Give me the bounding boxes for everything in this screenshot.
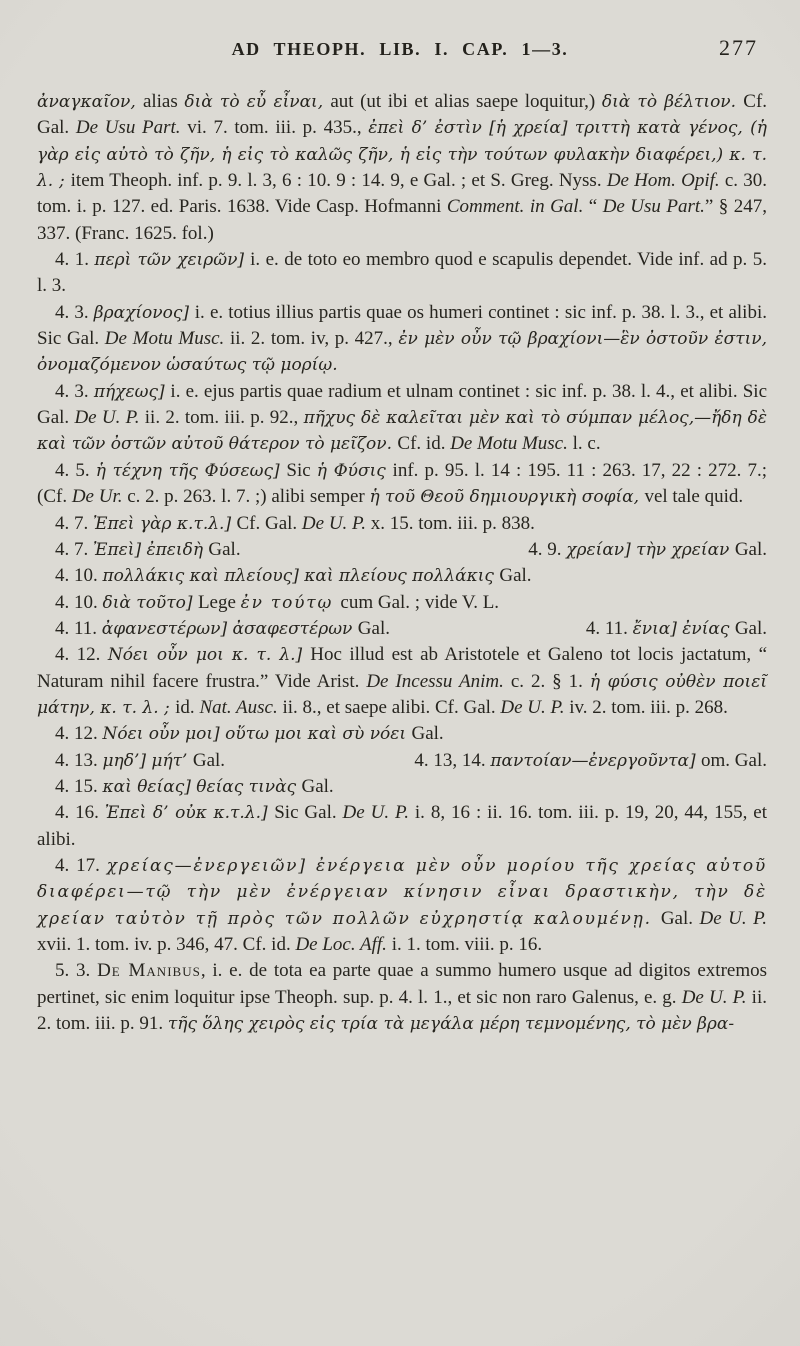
text-segment: De Motu Musc.: [104, 328, 230, 350]
text-segment: ἡ Φύσις: [316, 460, 393, 481]
text-segment: iv. 2. tom. iii. p. 268.: [569, 696, 728, 718]
text-segment: Nat. Ausc.: [199, 696, 283, 718]
text-segment: De Usu Part.: [602, 196, 705, 218]
text-segment: c. 2. § 1.: [510, 670, 590, 692]
text-segment: 4. 16.: [55, 802, 105, 824]
text-segment: ἀφανεστέρων] ἀσαφεστέρων: [101, 618, 358, 639]
text-segment: Ἐπεὶ] ἐπειδὴ: [93, 539, 209, 560]
text-segment: Cf. id.: [397, 433, 451, 455]
text-segment: 4. 12.: [55, 723, 103, 745]
text-segment: 4. 5.: [55, 459, 96, 481]
text-segment: Gal.: [301, 775, 334, 797]
text-segment: 4. 10.: [55, 591, 103, 613]
text-segment: Gal.: [660, 907, 700, 929]
text-segment: Gal.: [411, 723, 444, 745]
paragraph: [37, 853, 767, 958]
running-title: AD THEOPH. LIB. I. CAP. 1—3.: [231, 39, 569, 59]
text-segment: De U. P.: [699, 907, 767, 929]
text-segment: ii. 2. tom. iii. p. 91.: [37, 986, 767, 1035]
text-segment: 4. 9.: [528, 538, 567, 560]
paragraph: [37, 458, 767, 511]
text-segment: 4. 17.: [55, 854, 107, 876]
paragraph: [37, 300, 767, 379]
text-segment: i. e. ejus partis quae radium et ulnam continet : sic inf. p. 38. l. 4., et alibi. Sic Gal.: [37, 380, 768, 429]
text-segment: 4. 3.: [55, 380, 94, 402]
text-segment: Ἐπεὶ δ’ οὐκ κ.τ.λ.]: [104, 803, 275, 824]
text-segment: De U. P.: [342, 802, 415, 824]
collation-entry: [528, 537, 767, 563]
text-segment: Comment. in Gal.: [446, 196, 589, 218]
text-segment: De Loc. Aff.: [295, 934, 392, 955]
text-segment: 4. 11.: [55, 617, 102, 639]
text-segment: ἔνια] ἐνίας: [632, 618, 735, 639]
text-segment: ἐπεὶ δ’ ἐστὶν [ἡ χρεία] τριττὴ κατὰ γένος, (ἡ γὰρ εἰς αὐτὸ τὸ ζῆν, ἡ εἰς τὸ καλῶς ζῆν, ἡ εἰς τὴν τούτων φυλακὴν διαφέρει,) κ. τ. λ. ;: [37, 118, 767, 192]
text-segment: xvii. 1. tom. iv. p. 346, 47. Cf. id.: [37, 934, 296, 955]
text-segment: l. c.: [572, 433, 601, 455]
text-segment: Hoc illud est ab Aristotele et Galeno tot locis jactatum, “ Naturam nihil facere frustra.” Vide Arist.: [37, 644, 768, 692]
text-segment: De U. P.: [74, 407, 145, 429]
text-segment: διὰ τοῦτο]: [102, 592, 198, 613]
collation-note-row: [37, 537, 767, 563]
text-segment: Cf. Gal.: [37, 91, 768, 139]
text-segment: ἡ τοῦ Θεοῦ δημιουργικὴ σοφία,: [369, 487, 645, 508]
text-segment: μηδ’] μήτ’: [102, 750, 193, 771]
paragraph: [37, 958, 767, 1037]
text-segment: πῆχυς δὲ καλεῖται μὲν καὶ τὸ σύμπαν μέλος,—ἤδη δὲ καὶ τῶν ὀστῶν αὐτοῦ θάτερον τὸ μεῖζον.: [37, 408, 767, 455]
text-segment: cum Gal. ; vide V. L.: [340, 591, 500, 613]
text-segment: ἀναγκαῖον,: [37, 92, 143, 112]
text-segment: χρείας—ἐνεργειῶν] ἐνέργεια μὲν οὖν μορίου τῆς χρείας αὐτοῦ διαφέρει—τῷ τὴν μὲν ἐνέργειαν κίνησιν εἶναι δραστικὴν, τὴν δὲ χρείαν ταὐτὸν τῇ πρὸς τῶν πολλῶν εὐχρηστίᾳ καλουμένῃ.: [37, 855, 768, 929]
collation-note-row: [37, 748, 767, 774]
text-segment: De Incessu Anim.: [366, 670, 511, 692]
text-segment: c. 2. p. 263. l. 7. ;) alibi semper: [127, 486, 370, 508]
collation-note-row: [37, 616, 767, 642]
text-segment: De U. P.: [500, 696, 570, 718]
text-segment: vel tale quid.: [644, 486, 744, 508]
text-segment: De Hom. Opif.: [606, 170, 725, 192]
text-segment: χρείαν] τὴν χρείαν: [566, 539, 735, 560]
text-segment: Gal.: [357, 617, 390, 639]
text-segment: alias: [142, 91, 185, 112]
paragraph: [37, 247, 767, 300]
text-segment: De U. P.: [681, 986, 752, 1008]
paragraph: [37, 379, 767, 458]
text-segment: Gal.: [208, 538, 241, 560]
text-segment: Sic Gal.: [274, 802, 343, 824]
text-segment: ἐν τούτῳ: [240, 592, 341, 613]
text-segment: παντοίαν—ἐνεργοῦντα]: [490, 750, 702, 771]
text-segment: inf. p. 95. l. 14 : 195. 11 : 263. 17, 22 : 272. 7.; (Cf.: [37, 459, 768, 508]
text-segment: De Ur.: [71, 486, 128, 508]
paragraph: [37, 590, 767, 616]
text-segment: καὶ θείας] θείας τινὰς: [102, 776, 302, 797]
page-body: [37, 89, 767, 1037]
text-segment: 4. 7.: [55, 512, 93, 534]
text-segment: ii. 2. tom. iii. p. 92.,: [144, 407, 304, 429]
paragraph: [37, 721, 767, 747]
text-segment: Sic: [286, 459, 317, 481]
text-segment: Gal.: [734, 538, 767, 560]
text-segment: 4. 13, 14.: [414, 749, 491, 771]
collation-entry: [55, 748, 225, 774]
paragraph: [37, 511, 767, 537]
text-segment: πήχεως]: [93, 381, 171, 402]
text-segment: Νόει οὖν μοι κ. τ. λ.]: [107, 645, 311, 666]
text-segment: Gal.: [499, 565, 532, 587]
page-header: [0, 0, 800, 73]
text-segment: Lege: [197, 591, 241, 613]
text-segment: ἐν μὲν οὖν τῷ βραχίονι—ἓν ὀστοῦν ἐστιν, ὀνομαζόμενον ὡσαύτως τῷ μορίῳ.: [37, 329, 768, 376]
collation-entry: [414, 748, 767, 774]
text-segment: Ἐπεὶ γὰρ κ.τ.λ.]: [93, 513, 237, 534]
text-segment: i. e. totius illius partis quae os humeri continet : sic inf. p. 38. l. 3., et alibi. Sic Gal.: [37, 301, 767, 350]
text-segment: 4. 7.: [55, 538, 93, 560]
text-segment: ii. 8., et saepe alibi. Cf. Gal.: [282, 696, 501, 718]
collation-entry: [55, 537, 241, 563]
text-segment: De U. P.: [301, 512, 371, 534]
text-segment: “: [588, 196, 603, 218]
text-segment: βραχίονος]: [93, 302, 195, 323]
text-segment: τῆς ὅλης χειρὸς εἰς τρία τὰ μεγάλα μέρη τεμνομένης, τὸ μὲν βρα-: [167, 1014, 735, 1035]
text-segment: De Usu Part.: [75, 117, 188, 139]
text-segment: ἡ τέχνη τῆς Φύσεως]: [95, 460, 287, 481]
text-segment: Gal.: [192, 749, 226, 771]
text-segment: i. 8, 16 : ii. 16. tom. iii. p. 19, 20, 44, 155, et alibi.: [37, 802, 767, 850]
paragraph: [37, 774, 767, 800]
text-segment: , i. e. de tota ea parte quae a summo humero usque ad digitos extremos pertinet, sic enim loquitur ipse Theoph. sup. p. 4. l. 1., et sic non raro Galenus, e. g.: [37, 960, 768, 1008]
text-segment: c. 30. tom. i. p. 127. ed. Paris. 1638. Vide Casp. Hofmanni: [37, 170, 767, 218]
text-segment: 4. 12.: [55, 644, 108, 666]
text-segment: ii. 2. tom. iv, p. 427.,: [229, 328, 399, 350]
page-number: 277: [719, 35, 758, 60]
text-segment: πολλάκις καὶ πλείους] καὶ πλείους πολλάκις: [102, 566, 500, 587]
text-segment: ἡ φύσις οὐθὲν ποιεῖ μάτην, κ. τ. λ. ;: [37, 671, 767, 718]
text-segment: Cf. Gal.: [236, 512, 302, 534]
text-segment: διὰ τὸ εὖ εἶναι,: [184, 92, 331, 112]
text-segment: ” § 247, 337. (Franc. 1625. fol.): [37, 196, 767, 244]
paragraph: [37, 563, 767, 589]
text-segment: Νόει οὖν μοι] οὕτω μοι καὶ σὺ νόει: [102, 724, 412, 745]
text-segment: om. Gal.: [701, 749, 767, 771]
text-segment: 4. 15.: [55, 775, 103, 797]
text-segment: 4. 3.: [55, 301, 94, 323]
text-segment: item Theoph. inf. p. 9. l. 3, 6 : 10. 9 : 14. 9, e Gal. ; et S. Greg. Nyss.: [70, 170, 607, 192]
text-segment: i. e. de toto eo membro quod e scapulis dependet. Vide inf. ad p. 5. l. 3.: [37, 249, 768, 297]
collation-entry: [55, 616, 390, 642]
text-segment: 4. 10.: [55, 565, 103, 587]
text-segment: 4. 13.: [55, 749, 103, 771]
text-segment: De Manibus: [97, 960, 201, 982]
text-segment: Gal.: [734, 617, 767, 639]
paragraph: [37, 800, 767, 853]
text-segment: 5. 3.: [55, 960, 98, 982]
text-segment: aut (ut ibi et alias saepe loquitur,): [330, 91, 602, 112]
collation-entry: [586, 616, 767, 642]
paragraph: [37, 89, 767, 247]
text-segment: i. 1. tom. viii. p. 16.: [391, 934, 543, 955]
paragraph: [37, 642, 767, 721]
text-segment: περὶ τῶν χειρῶν]: [94, 250, 251, 271]
text-segment: 4. 1.: [55, 249, 95, 271]
text-segment: vi. 7. tom. iii. p. 435.,: [187, 117, 369, 139]
text-segment: διὰ τὸ βέλτιον.: [601, 92, 744, 112]
text-segment: id.: [175, 696, 200, 718]
text-segment: x. 15. tom. iii. p. 838.: [370, 512, 535, 534]
text-segment: 4. 11.: [585, 617, 633, 639]
text-segment: De Motu Musc.: [450, 433, 573, 455]
